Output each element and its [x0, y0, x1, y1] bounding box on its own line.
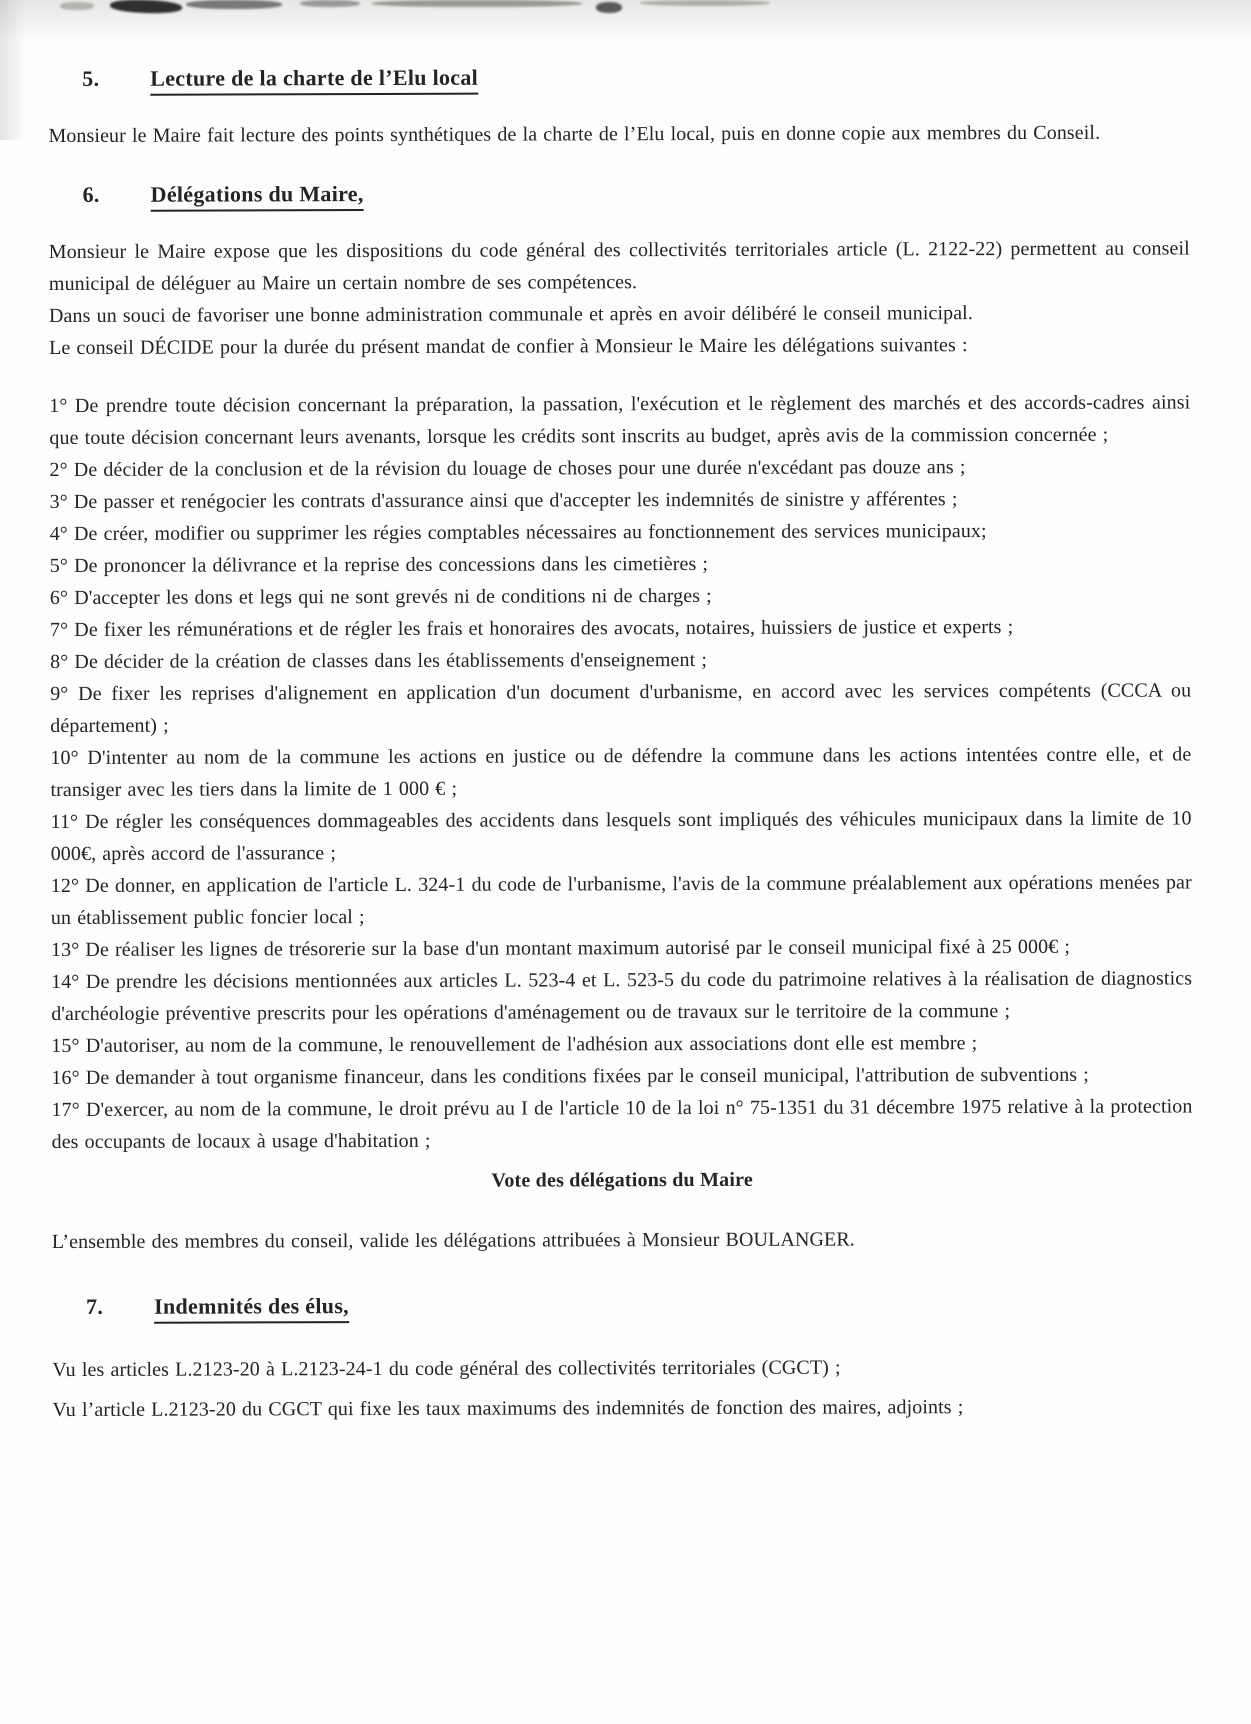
section-7-heading	[52, 1290, 1193, 1324]
delegation-item: 13° De réaliser les lignes de trésorerie sur la base d'un montant maximum autorisé par le conseil municipal fixé à 25 000€ ;	[50, 935, 1071, 962]
vote-title: Vote des délégations du Maire	[491, 1168, 753, 1192]
section-7-paragraph-1: Vu les articles L.2123-20 à L.2123-24-1 du code général des collectivités territoriales (CGCT) ;	[52, 1356, 841, 1382]
delegation-item: 11° De régler les conséquences dommageables des accidents dans lesquels sont impliqués des véhicules municipaux dans la limite de 10 000€, après accord de l'assurance ;	[50, 807, 1192, 866]
section-6-number: 6.	[82, 181, 100, 207]
delegation-item: 6° D'accepter les dons et legs qui ne sont grevés ni de conditions ni de charges ;	[49, 584, 712, 610]
delegation-item: 5° De prononcer la délivrance et la reprise des concessions dans les cimetières ;	[49, 552, 709, 578]
section-6-intro-1: Monsieur le Maire expose que les dispositions du code général des collectivités territoriales article (L. 2122-22) permettent au conseil municipal de déléguer au Maire un certain nombre de ses compétences.	[48, 237, 1190, 296]
vote-result: L’ensemble des membres du conseil, valide les délégations attribuées à Monsieur BOULANGER.	[51, 1228, 855, 1254]
delegation-item: 10° D'intenter au nom de la commune les actions en justice ou de défendre la commune dans les actions intentées contre elle, et de transiger avec les tiers dans la limite de 1 000 € ;	[50, 743, 1192, 802]
delegation-item: 3° De passer et renégocier les contrats d'assurance ainsi que d'accepter les indemnités de sinistre y afférentes ;	[49, 488, 958, 514]
section-6-intro-3: Le conseil DÉCIDE pour la durée du présent mandat de confier à Monsieur le Maire les délégations suivantes :	[49, 334, 968, 360]
section-7-title: Indemnités des élus,	[154, 1293, 349, 1324]
section-7-number: 7.	[86, 1293, 104, 1319]
section-5-heading	[48, 62, 1189, 96]
section-6-heading	[49, 178, 1190, 212]
delegation-item: 1° De prendre toute décision concernant la préparation, la passation, l'exécution et le règlement des marchés et des accords-cadres ainsi que toute décision concernant leurs avenants, lorsque les crédits sont inscrits au budget, après avis de la commission concernée ;	[49, 391, 1191, 450]
section-5-title: Lecture de la charte de l’Elu local	[150, 65, 478, 96]
delegation-item: 9° De fixer les reprises d'alignement en application d'un document d'urbanisme, en accord avec les services compétents (CCCA ou département) ;	[50, 679, 1192, 738]
section-5-number: 5.	[82, 65, 100, 91]
delegation-item: 8° De décider de la création de classes dans les établissements d'enseignement ;	[50, 648, 708, 674]
delegation-item: 15° D'autoriser, au nom de la commune, le renouvellement de l'adhésion aux associations dont elle est membre ;	[51, 1032, 978, 1058]
delegation-item: 12° De donner, en application de l'article L. 324-1 du code de l'urbanisme, l'avis de la commune préalablement aux opérations menées par un établissement public foncier local ;	[50, 871, 1192, 930]
delegation-item: 7° De fixer les rémunérations et de régler les frais et honoraires des avocats, notaires, huissiers de justice et experts ;	[49, 616, 1014, 642]
section-7-paragraph-2: Vu l’article L.2123-20 du CGCT qui fixe les taux maximums des indemnités de fonction des maires, adjoints ;	[52, 1396, 964, 1422]
delegation-item: 14° De prendre les décisions mentionnées aux articles L. 523-4 et L. 523-5 du code du patrimoine relatives à la réalisation de diagnostics d'archéologie préventive prescrits pour les opérations d'aménagement ou de travaux sur le territoire de la commune ;	[51, 967, 1193, 1026]
delegation-item: 4° De créer, modifier ou supprimer les régies comptables nécessaires au fonctionnement des services municipaux;	[49, 520, 987, 546]
section-6-title: Délégations du Maire,	[151, 181, 364, 212]
delegation-item: 2° De décider de la conclusion et de la révision du louage de choses pour une durée n'excédant pas douze ans ;	[49, 456, 966, 482]
delegation-item: 16° De demander à tout organisme financeur, dans les conditions fixées par le conseil municipal, l'attribution de subventions ;	[51, 1063, 1089, 1090]
section-6-intro-2: Dans un souci de favoriser une bonne administration communale et après en avoir délibéré le conseil municipal.	[48, 302, 973, 328]
section-5-paragraph: Monsieur le Maire fait lecture des points synthétiques de la charte de l’Elu local, puis en donne copie aux membres du Conseil.	[48, 121, 1101, 148]
delegation-item: 17° D'exercer, au nom de la commune, le droit prévu au I de l'article 10 de la loi n° 75-1351 du 31 décembre 1975 relative à la protection des occupants de locaux à usage d'habitation ;	[51, 1095, 1193, 1154]
